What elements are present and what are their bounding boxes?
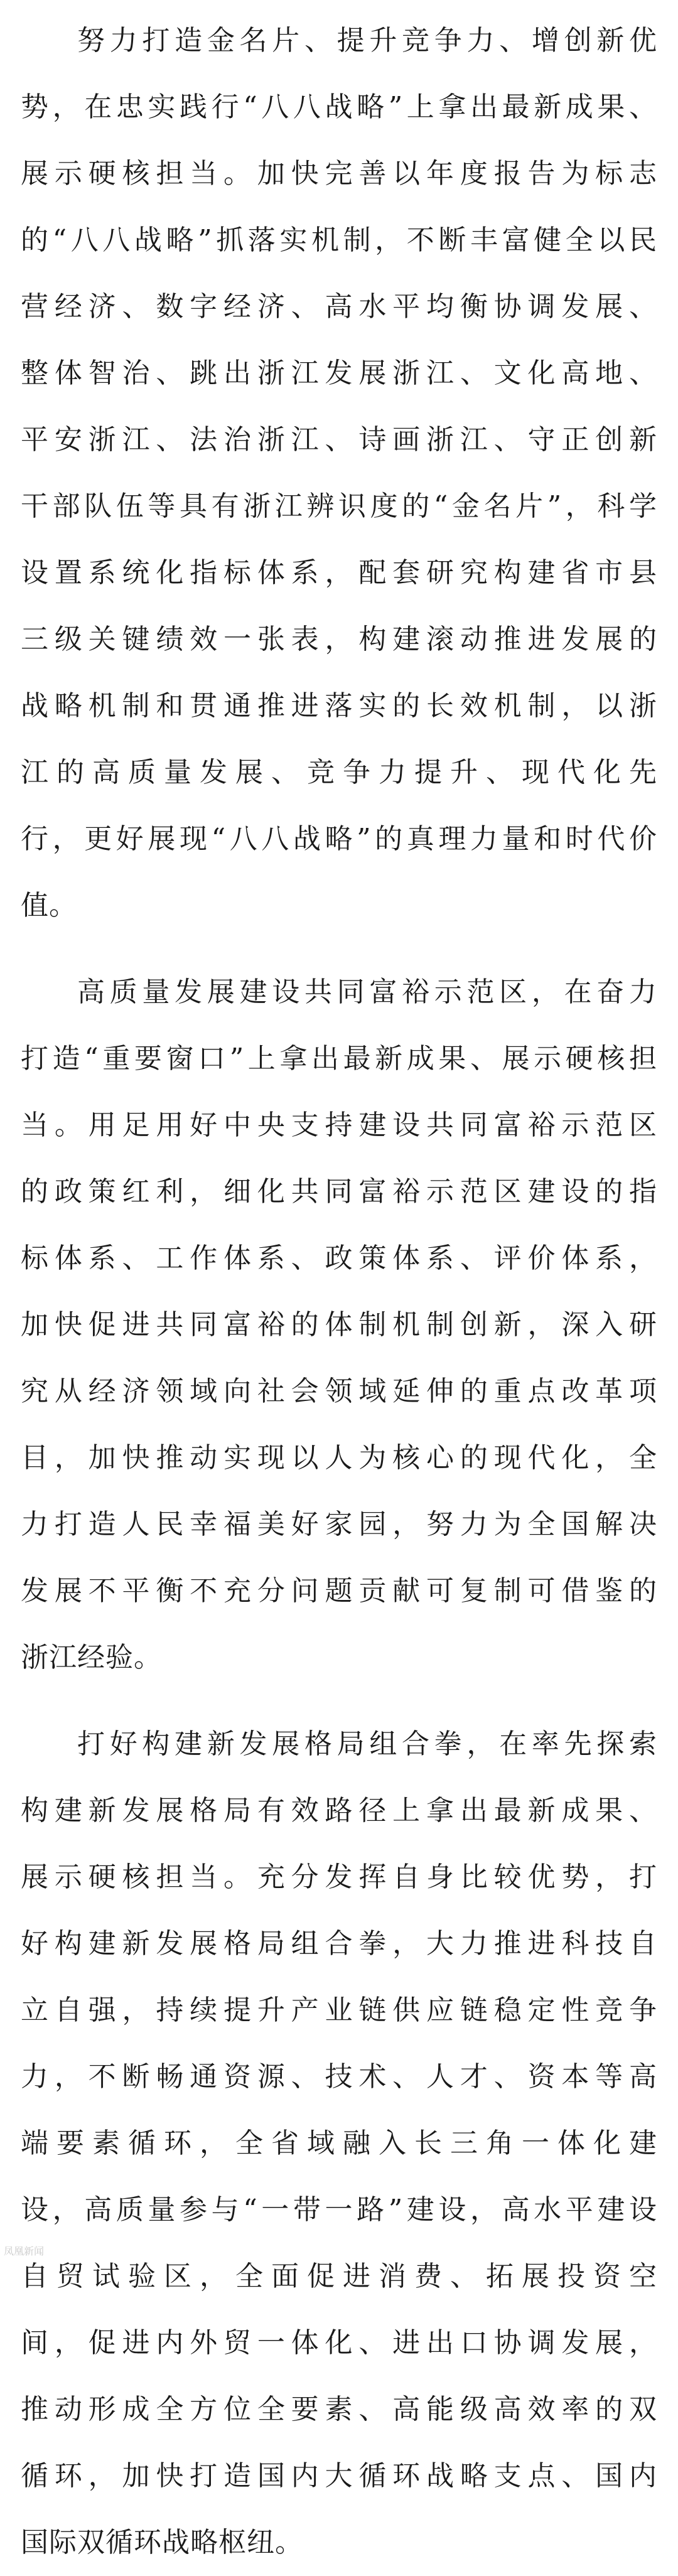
- paragraph-line: 营经济、数字经济、高水平均衡协调发展、: [21, 291, 657, 323]
- paragraph-line: 发展不平衡不充分问题贡献可复制可借鉴的: [21, 1575, 657, 1607]
- paragraph-line: 间，促进内外贸一体化、进出口协调发展，: [21, 2327, 657, 2359]
- paragraph: [21, 959, 657, 1691]
- paragraph: [21, 8, 657, 939]
- paragraph-line: 高质量发展建设共同富裕示范区，在奋力: [77, 976, 657, 1008]
- paragraph-line: 展示硬核担当。充分发挥自身比较优势，打: [21, 1861, 657, 1893]
- article-body: [21, 8, 657, 2576]
- paragraph-line: 打好构建新发展格局组合拳，在率先探索: [77, 1728, 657, 1760]
- paragraph-line: 平安浙江、法治浙江、诗画浙江、守正创新: [21, 424, 657, 456]
- paragraph: [21, 1711, 657, 2576]
- paragraph-line: 构建新发展格局有效路径上拿出最新成果、: [21, 1795, 657, 1827]
- paragraph-line: 国际双循环战略枢纽。: [21, 2526, 303, 2558]
- paragraph-line: 自贸试验区，全面促进消费、拓展投资空: [21, 2260, 657, 2292]
- paragraph-line: 的“八八战略”抓落实机制，不断丰富健全以民: [21, 224, 657, 256]
- paragraph-line: 值。: [21, 889, 77, 921]
- paragraph-line: 循环，加快打造国内大循环战略支点、国内: [21, 2460, 657, 2492]
- paragraph-line: 力，不断畅通资源、技术、人才、资本等高: [21, 2061, 657, 2093]
- paragraph-line: 加快促进共同富裕的体制机制创新，深入研: [21, 1309, 657, 1341]
- paragraph-line: 行，更好展现“八八战略”的真理力量和时代价: [21, 823, 657, 855]
- paragraph-line: 力打造人民幸福美好家园，努力为全国解决: [21, 1508, 657, 1540]
- paragraph-line: 标体系、工作体系、政策体系、评价体系，: [21, 1242, 657, 1274]
- paragraph-line: 三级关键绩效一张表，构建滚动推进发展的: [21, 623, 657, 655]
- paragraph-line: 的政策红利，细化共同富裕示范区建设的指: [21, 1176, 657, 1208]
- paragraph-line: 当。用足用好中央支持建设共同富裕示范区: [21, 1109, 657, 1141]
- paragraph-line: 整体智治、跳出浙江发展浙江、文化高地、: [21, 357, 657, 389]
- paragraph-line: 设置系统化指标体系，配套研究构建省市县: [21, 557, 657, 589]
- paragraph-line: 势，在忠实践行“八八战略”上拿出最新成果、: [21, 91, 657, 123]
- paragraph-line: 浙江经验。: [21, 1641, 162, 1673]
- paragraph-line: 江的高质量发展、竞争力提升、现代化先: [21, 756, 657, 788]
- paragraph-line: 推动形成全方位全要素、高能级高效率的双: [21, 2393, 657, 2425]
- paragraph-line: 战略机制和贯通推进落实的长效机制，以浙: [21, 690, 657, 722]
- paragraph-line: 打造“重要窗口”上拿出最新成果、展示硬核担: [21, 1043, 657, 1075]
- paragraph-line: 好构建新发展格局组合拳，大力推进科技自: [21, 1928, 657, 1960]
- paragraph-line: 目，加快推动实现以人为核心的现代化，全: [21, 1442, 657, 1474]
- paragraph-line: 展示硬核担当。加快完善以年度报告为标志: [21, 158, 657, 190]
- source-watermark: 凤凰新闻: [4, 2245, 45, 2257]
- paragraph-line: 立自强，持续提升产业链供应链稳定性竞争: [21, 1994, 657, 2026]
- paragraph-line: 设，高质量参与“一带一路”建设，高水平建设: [21, 2194, 657, 2226]
- paragraph-line: 干部队伍等具有浙江辨识度的“金名片”，科学: [21, 490, 657, 522]
- paragraph-line: 端要素循环，全省域融入长三角一体化建: [21, 2127, 657, 2159]
- paragraph-line: 努力打造金名片、提升竞争力、增创新优: [77, 24, 657, 56]
- paragraph-line: 究从经济领域向社会领域延伸的重点改革项: [21, 1375, 657, 1407]
